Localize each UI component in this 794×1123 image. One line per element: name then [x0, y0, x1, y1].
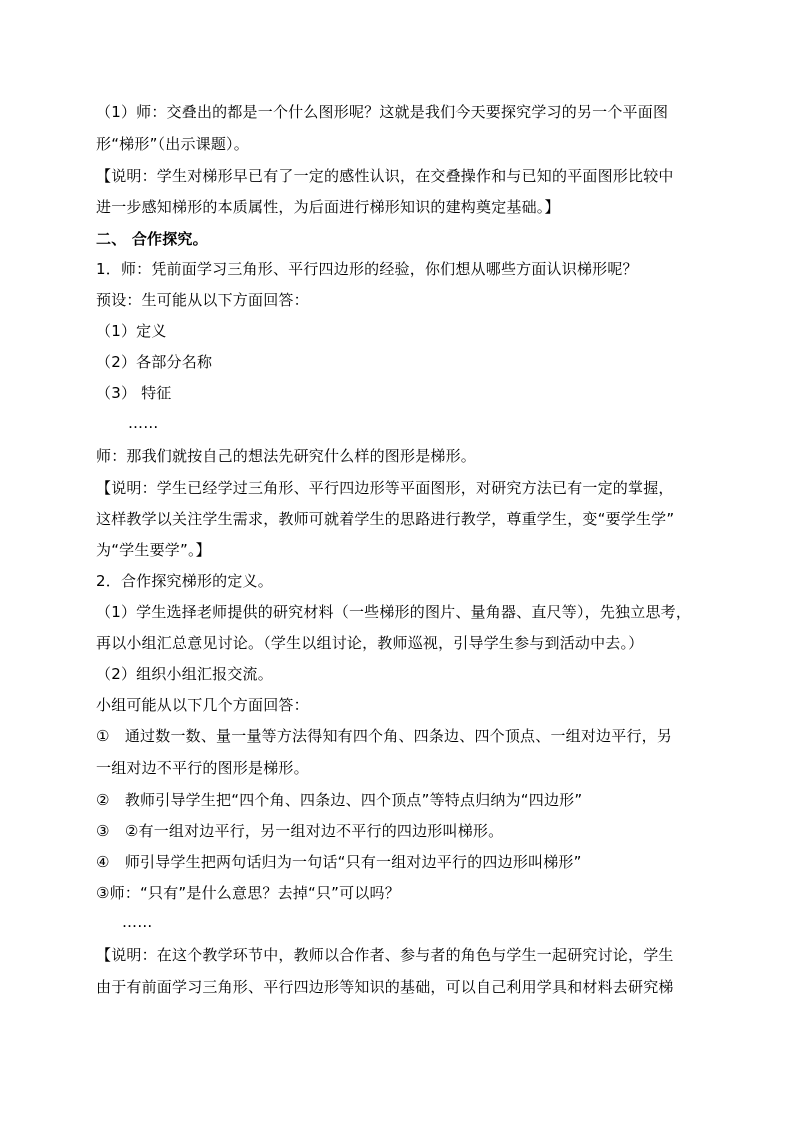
paragraph-line: 2．合作探究梯形的定义。	[96, 572, 273, 590]
paragraph-line: 预设：生可能从以下方面回答：	[96, 291, 309, 309]
paragraph-line: 再以小组汇总意见讨论。（学生以组讨论，教师巡视，引导学生参与到活动中去。）	[96, 634, 644, 652]
note-line: 【说明：学生对梯形早已有了一定的感性认识，在交叠操作和与已知的平面图形比较中	[96, 167, 674, 185]
paragraph-line: 小组可能从以下几个方面回答：	[96, 696, 309, 714]
note-line: 【说明：在这个教学环节中，教师以合作者、参与者的角色与学生一起研究讨论，学生	[96, 946, 674, 964]
paragraph-line: 师：那我们就按自己的想法先研究什么样的图形是梯形。	[96, 447, 477, 465]
list-item: ② 教师引导学生把“四个角、四条边、四个顶点”等特点归纳为“四边形”	[96, 791, 583, 809]
note-line: 【说明：学生已经学过三角形、平行四边形等平面图形，对研究方法已有一定的掌握，	[96, 479, 674, 497]
ellipsis: ……	[128, 414, 159, 432]
list-item: （3） 特征	[96, 384, 172, 402]
list-item: ① 通过数一数、量一量等方法得知有四个角、四条边、四个顶点、一组对边平行，另	[96, 727, 673, 745]
note-line: 由于有前面学习三角形、平行四边形等知识的基础，可以自己利用学具和材料去研究梯	[96, 978, 674, 996]
note-line: 为“学生要学”。】	[96, 541, 211, 559]
ellipsis: ……	[122, 913, 153, 931]
list-item: ③ ②有一组对边平行，另一组对边不平行的四边形叫梯形。	[96, 822, 504, 840]
paragraph-line: （2）组织小组汇报交流。	[96, 665, 273, 683]
note-line: 进一步感知梯形的本质属性，为后面进行梯形知识的建构奠定基础。】	[96, 198, 560, 216]
list-item: ④ 师引导学生把两句话归为一句话“只有一组对边平行的四边形叫梯形”	[96, 853, 582, 871]
section-heading: 二、 合作探究。	[96, 230, 208, 248]
note-line: 这样教学以关注学生需求，教师可就着学生的思路进行教学，尊重学生，变“要学生学”	[96, 510, 675, 528]
paragraph-line: 形“梯形”（出示课题）。	[96, 135, 249, 153]
list-item: 一组对边不平行的图形是梯形。	[96, 759, 309, 777]
list-item: （1）定义	[96, 322, 167, 340]
paragraph-line: （1）学生选择老师提供的研究材料（一些梯形的图片、量角器、直尺等），先独立思考，	[96, 603, 692, 621]
paragraph-line: （1）师：交叠出的都是一个什么图形呢？这就是我们今天要探究学习的另一个平面图	[96, 103, 669, 121]
paragraph-line: 1．师：凭前面学习三角形、平行四边形的经验，你们想从哪些方面认识梯形呢？	[96, 260, 638, 278]
paragraph-line: ③师：“只有”是什么意思？去掉“只”可以吗？	[96, 884, 400, 902]
list-item: （2）各部分名称	[96, 353, 213, 371]
